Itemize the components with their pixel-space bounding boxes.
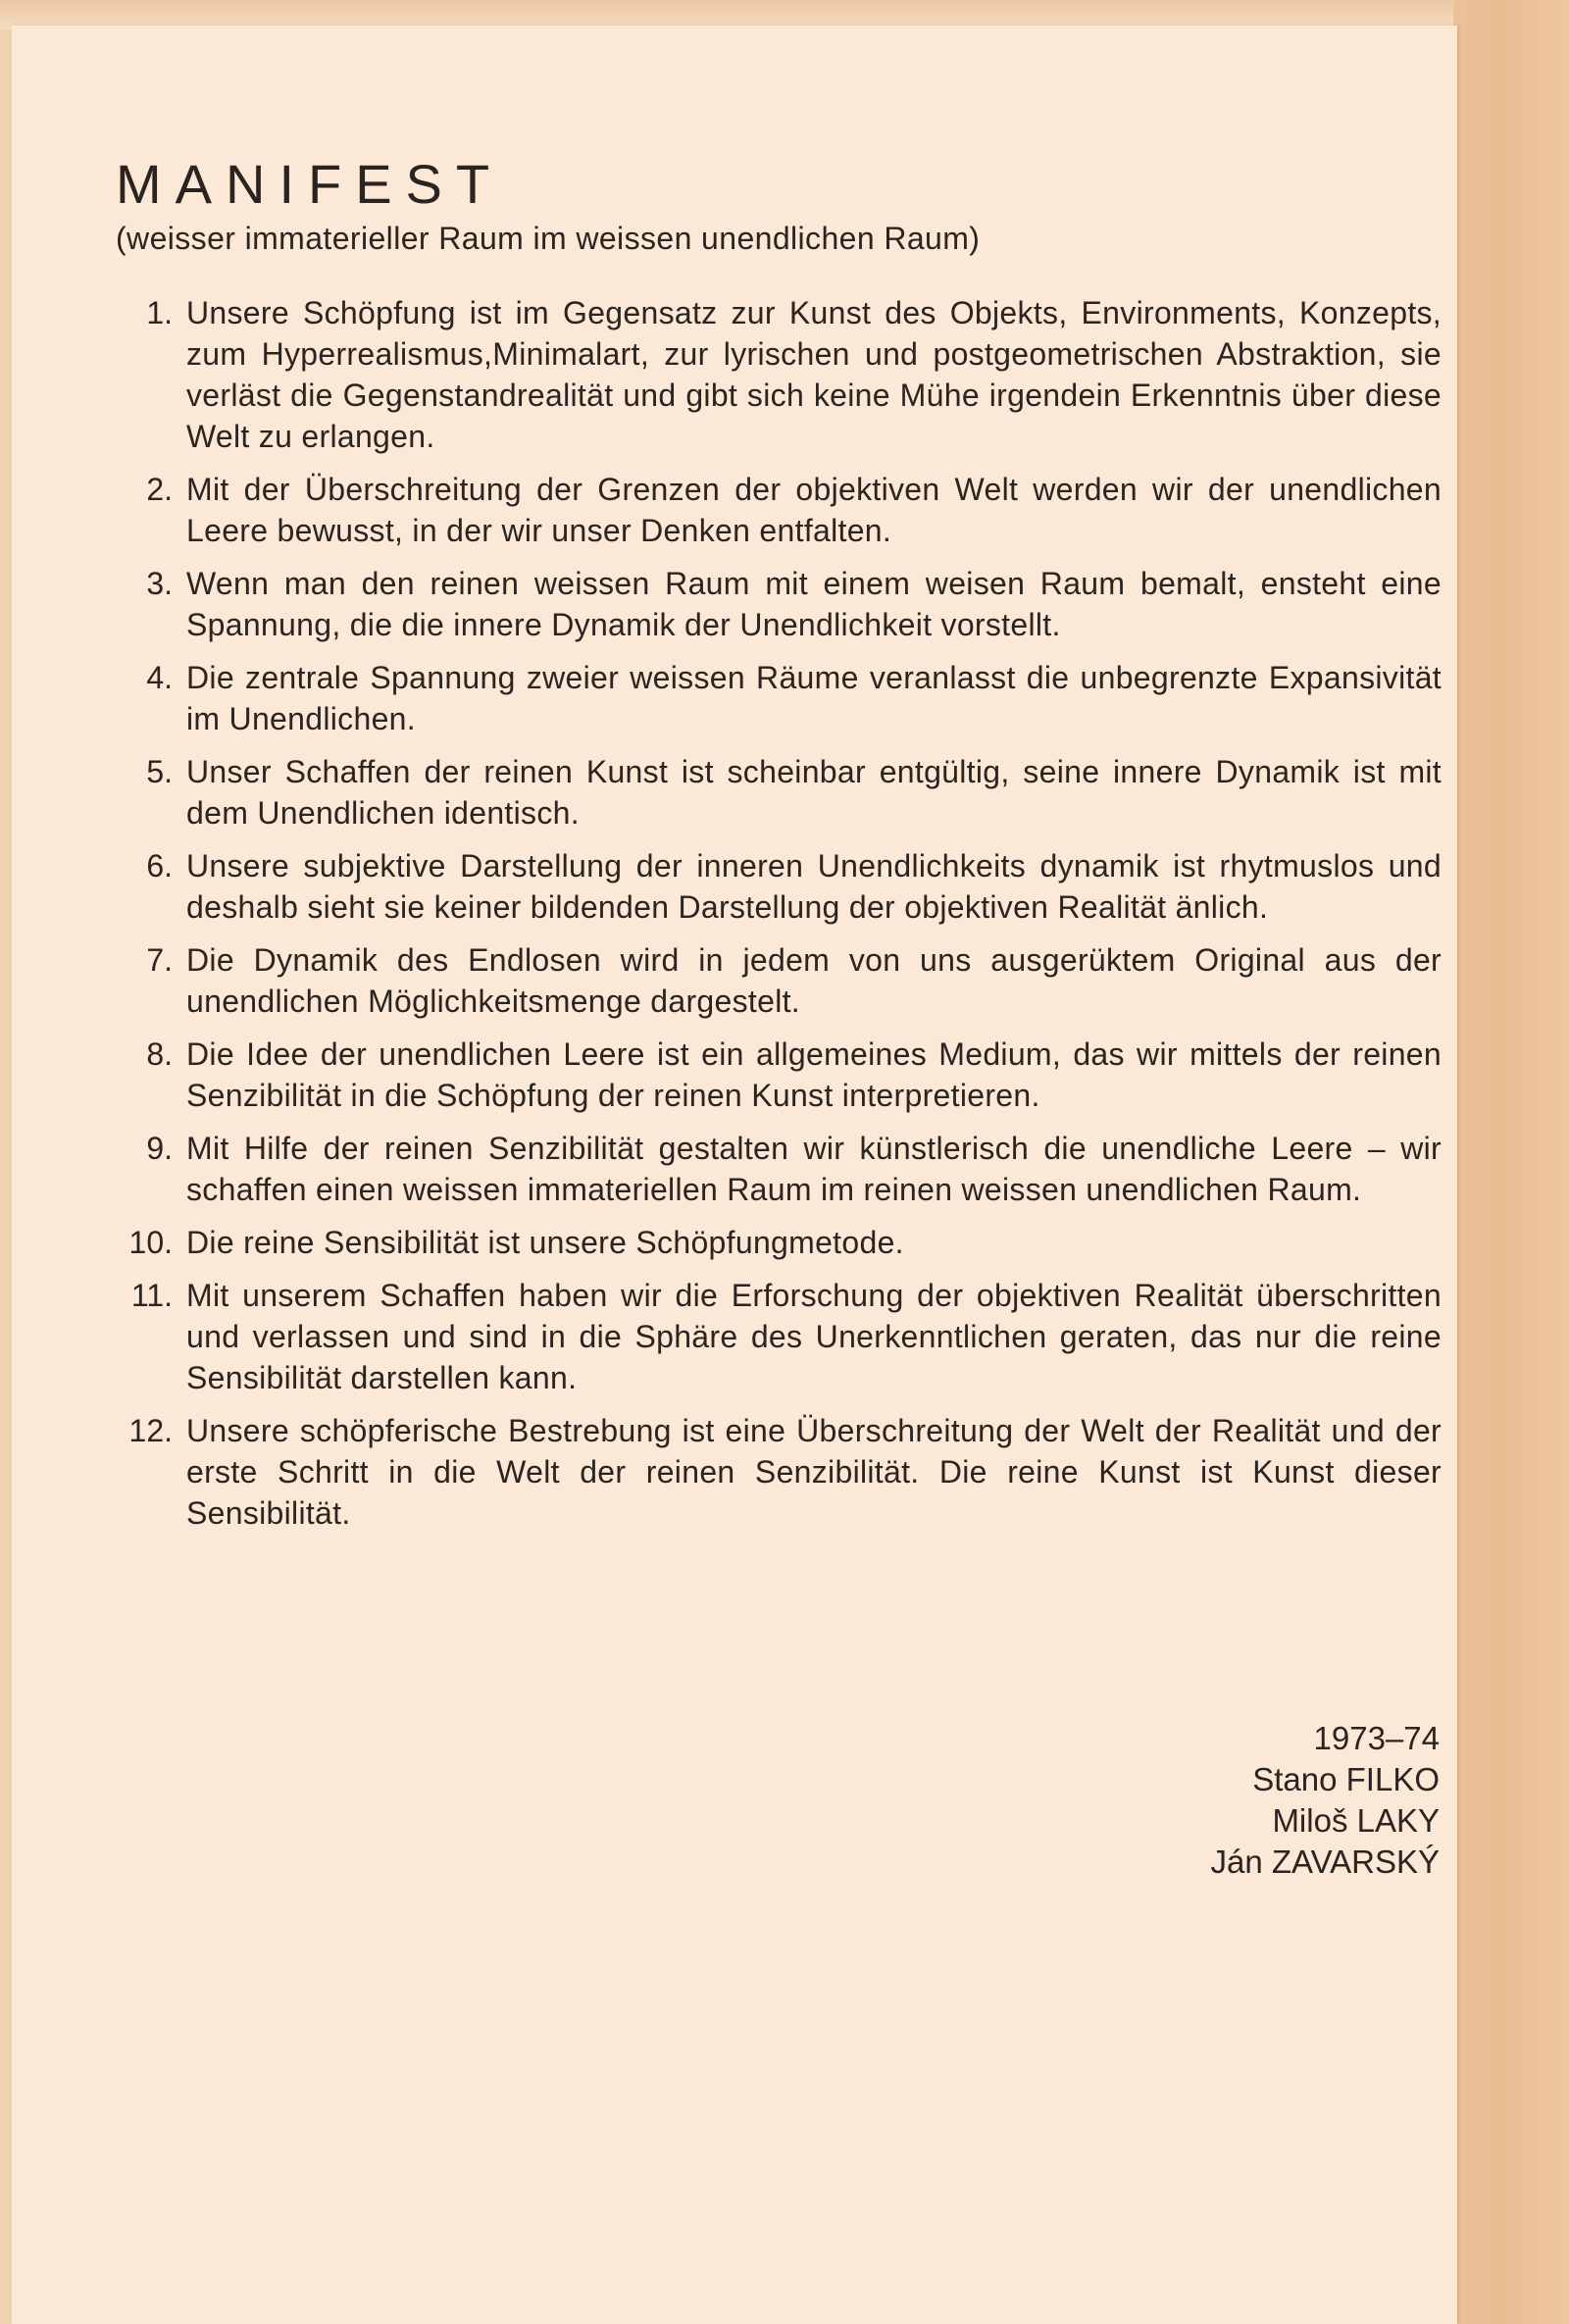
item-text: Unser Schaffen der reinen Kunst ist scheinbar entgültig, seine innere Dynamik ist mit dem Unendlichen identisch.	[186, 754, 1442, 832]
page-title: MANIFEST	[116, 153, 504, 215]
item-text: Mit Hilfe der reinen Senzibilität gestalten wir künstlerisch die unendliche Leere – wir schaffen einen weissen immateriellen Raum im reinen weissen unendlichen Raum.	[186, 1131, 1442, 1208]
list-item	[116, 845, 1449, 928]
item-text: Die Dynamik des Endlosen wird in jedem von uns ausgerüktem Original aus der unendlichen Möglichkeitsmenge dargestelt.	[186, 942, 1442, 1020]
item-number: 6.	[146, 848, 173, 884]
item-number: 9.	[146, 1131, 173, 1167]
list-item	[116, 751, 1449, 834]
item-number: 3.	[146, 566, 173, 602]
list-item	[116, 292, 1449, 457]
item-number: 10.	[128, 1225, 173, 1261]
list-item	[116, 1222, 1449, 1263]
item-text: Die Idee der unendlichen Leere ist ein allgemeines Medium, das wir mittels der reinen Senzibilität in die Schöpfung der reinen Kunst interpretieren.	[186, 1036, 1442, 1114]
item-number: 8.	[146, 1036, 173, 1073]
item-number: 4.	[146, 660, 173, 696]
signature-author: Stano FILKO	[1252, 1761, 1440, 1797]
signature-date: 1973–74	[1313, 1720, 1440, 1756]
list-item	[116, 1034, 1449, 1116]
item-text: Die zentrale Spannung zweier weissen Räume veranlasst die unbegrenzte Expansivität im Unendlichen.	[186, 660, 1442, 737]
item-text: Die reine Sensibilität ist unsere Schöpfungmetode.	[186, 1225, 904, 1261]
signature-author: Miloš LAKY	[1272, 1802, 1440, 1839]
item-number: 2.	[146, 472, 173, 508]
list-item	[116, 1128, 1449, 1210]
page-edge-right	[1453, 0, 1569, 2324]
item-text: Wenn man den reinen weissen Raum mit einem weisen Raum bemalt, ensteht eine Spannung, die die innere Dynamik der Unendlichkeit vorstellt.	[186, 566, 1442, 643]
page-subtitle: (weisser immaterieller Raum im weissen unendlichen Raum)	[116, 221, 981, 256]
item-text: Unsere subjektive Darstellung der inneren Unendlichkeits dynamik ist rhytmuslos und deshalb sieht sie keiner bildenden Darstellung der objektiven Realität änlich.	[186, 848, 1442, 926]
item-number: 5.	[146, 754, 173, 790]
manifest-content	[116, 153, 1449, 1545]
item-text: Mit unserem Schaffen haben wir die Erforschung der objektiven Realität überschritten und verlassen und sind in die Sphäre des Unerkenntlichen geraten, das nur die reine Sensibilität darstellen kann.	[186, 1278, 1442, 1396]
item-text: Unsere schöpferische Bestrebung ist eine Überschreitung der Welt der Realität und der erste Schritt in die Welt der reinen Senzibilität. Die reine Kunst ist Kunst dieser Sensibilität.	[186, 1413, 1442, 1532]
signature-author: Ján ZAVARSKÝ	[1210, 1844, 1440, 1880]
list-item	[116, 469, 1449, 551]
manifest-list	[116, 292, 1449, 1534]
item-number: 12.	[128, 1413, 173, 1449]
item-number: 1.	[146, 295, 173, 331]
item-text: Unsere Schöpfung ist im Gegensatz zur Kunst des Objekts, Environments, Konzepts, zum Hyperrealismus,Minimalart, zur lyrischen und postgeometrischen Abstraktion, sie verläst die Gegenstandrealität und gibt sich keine Mühe irgendein Erkenntnis über diese Welt zu erlangen.	[186, 295, 1442, 455]
list-item	[116, 657, 1449, 739]
list-item	[116, 1410, 1449, 1534]
signature-block	[1210, 1718, 1440, 1883]
item-text: Mit der Überschreitung der Grenzen der objektiven Welt werden wir der unendlichen Leere bewusst, in der wir unser Denken entfalten.	[186, 472, 1442, 549]
list-item	[116, 563, 1449, 645]
item-number: 7.	[146, 942, 173, 979]
list-item	[116, 939, 1449, 1022]
list-item	[116, 1275, 1449, 1398]
item-number: 11.	[130, 1278, 173, 1314]
